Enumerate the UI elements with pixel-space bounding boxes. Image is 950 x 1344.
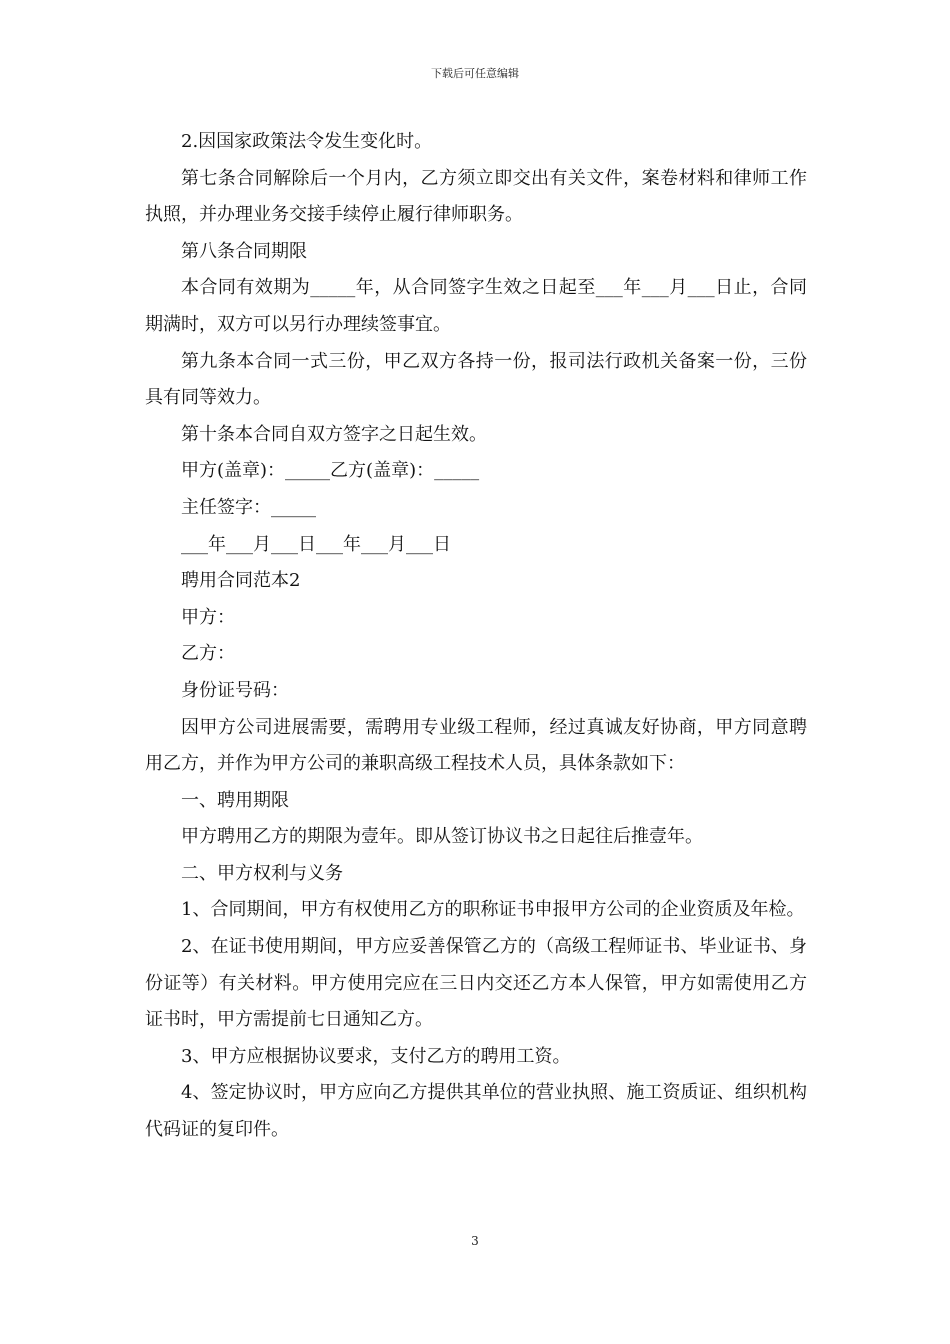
document-body	[145, 124, 807, 1149]
paragraph-item-2: 2、在证书使用期间，甲方应妥善保管乙方的（高级工程师证书、毕业证书、身份证等）有关材料。甲方使用完应在三日内交还乙方本人保管，甲方如需使用乙方证书时，甲方需提前七日通知乙方。	[145, 936, 807, 1031]
paragraph-signing-dates: ___年___月___日___年___月___日	[181, 533, 451, 555]
paragraph-section-1-title: 一、聘用期限	[181, 789, 289, 811]
paragraph-validity-term: 本合同有效期为_____年，从合同签字生效之日起至___年___月___日止，合同期满时，双方可以另行办理续签事宜。	[145, 277, 807, 335]
paragraph-article-8-title: 第八条合同期限	[181, 240, 307, 262]
page-number: 3	[471, 1234, 479, 1248]
paragraph-party-seals: 甲方(盖章)：_____乙方(盖章)：_____	[181, 460, 480, 482]
paragraph-party-b: 乙方：	[181, 643, 235, 665]
paragraph-id-number: 身份证号码：	[181, 679, 289, 701]
paragraph-item-3: 3、甲方应根据协议要求，支付乙方的聘用工资。	[181, 1045, 571, 1067]
paragraph-article-7: 第七条合同解除后一个月内，乙方须立即交出有关文件，案卷材料和律师工作执照，并办理业务交接手续停止履行律师职务。	[145, 167, 807, 226]
paragraph-item-4: 4、签定协议时，甲方应向乙方提供其单位的营业执照、施工资质证、组织机构代码证的复印件。	[145, 1082, 807, 1141]
page-header: 下载后可任意编辑	[431, 67, 519, 80]
paragraph-item-1: 1、合同期间，甲方有权使用乙方的职称证书申报甲方公司的企业资质及年检。	[181, 899, 805, 921]
paragraph-section-2-title: 二、甲方权利与义务	[181, 862, 343, 884]
paragraph-template-2-title: 聘用合同范本2	[181, 570, 301, 592]
paragraph-employment-period: 甲方聘用乙方的期限为壹年。即从签订协议书之日起往后推壹年。	[181, 826, 703, 848]
paragraph-intro: 因甲方公司进展需要，需聘用专业级工程师，经过真诚友好协商，甲方同意聘用乙方，并作为甲方公司的兼职高级工程技术人员，具体条款如下：	[145, 716, 807, 775]
paragraph-clause-2: 2.因国家政策法令发生变化时。	[181, 131, 433, 152]
paragraph-article-10: 第十条本合同自双方签字之日起生效。	[181, 423, 487, 445]
paragraph-article-9: 第九条本合同一式三份，甲乙双方各持一份，报司法行政机关备案一份，三份具有同等效力。	[145, 350, 807, 409]
paragraph-party-a: 甲方：	[181, 606, 235, 628]
paragraph-director-signature: 主任签字：_____	[181, 496, 316, 518]
